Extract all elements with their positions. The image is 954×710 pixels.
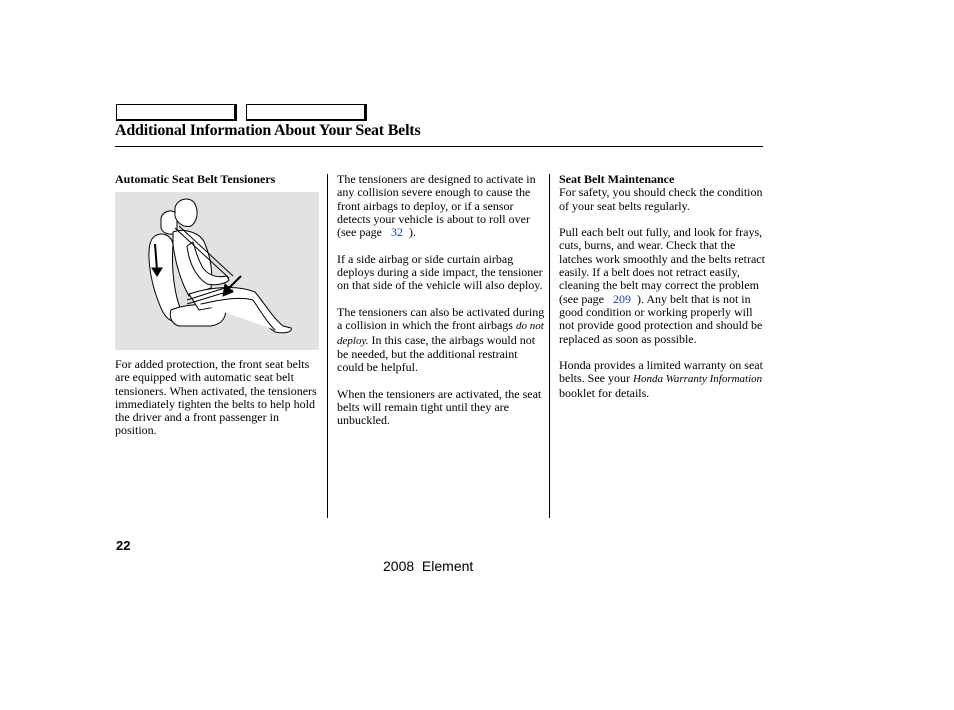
- inspection-text-post: ). Any belt that is not in good condition or working properly will not provide good protection and should be replaced as soon as possible.: [559, 291, 763, 346]
- tensioner-activation-paragraph: [337, 173, 547, 239]
- inspection-text-pre: Pull each belt out fully, and look for frays, cuts, burns, and wear. Check that the latches work smoothly and the belts retract easily. If a belt does not retract easily, cleaning the belt may correct the problem (see page: [559, 225, 765, 306]
- restraint-paragraph: [337, 306, 547, 374]
- page-title: Additional Information About Your Seat Belts: [115, 122, 421, 139]
- warranty-paragraph: [559, 359, 769, 400]
- nav-tab-1[interactable]: [116, 104, 237, 121]
- paren-close: ).: [408, 225, 416, 240]
- restraint-text-post: In this case, the airbags would not be needed, but the additional restraint could be helpful.: [337, 332, 536, 375]
- section-heading-tensioners: Automatic Seat Belt Tensioners: [115, 172, 276, 186]
- restraint-text-pre: The tensioners can also be activated during a collision in which the front airbags: [337, 304, 545, 333]
- footer-model: 2008 Element: [383, 558, 474, 574]
- column-divider: [327, 174, 328, 518]
- tensioner-intro-paragraph: For added protection, the front seat belts are equipped with automatic seat belt tensioners. When activated, the tensioners immediately tighten the belts to help hold the driver and a front passenger in position.: [115, 357, 317, 438]
- tensioner-activation-text: The tensioners are designed to activate in any collision severe enough to cause the front airbags to deploy, or if a sensor detects your vehicle is about to roll over (see page: [337, 172, 536, 240]
- page-link-209[interactable]: 209: [612, 291, 631, 306]
- column-divider: [549, 174, 550, 518]
- section-heading-maintenance: Seat Belt Maintenance: [559, 172, 675, 186]
- warranty-text-post: booklet for details.: [559, 385, 650, 400]
- seat-belt-tensioner-illustration: [115, 192, 319, 350]
- warranty-text-pre: Honda provides a limited warranty on seat belts. See your: [559, 358, 763, 386]
- column-1: [115, 173, 320, 186]
- page-link-32[interactable]: 32: [390, 225, 403, 240]
- restraint-italic: do not deploy.: [337, 320, 544, 347]
- nav-tab-2[interactable]: [246, 104, 367, 121]
- side-airbag-paragraph: If a side airbag or side curtain airbag deploys during a side impact, the tensioner on that side of the vehicle will also deploy.: [337, 251, 543, 293]
- unbuckled-paragraph: When the tensioners are activated, the seat belts will remain tight until they are unbuckled.: [337, 386, 542, 428]
- maintenance-intro-paragraph: For safety, you should check the condition of your seat belts regularly.: [559, 185, 763, 213]
- seated-passenger-drawing: [115, 192, 319, 350]
- page-number: 22: [116, 538, 131, 553]
- column-2: [337, 173, 547, 441]
- inspection-paragraph: [559, 226, 769, 346]
- column-3: [559, 173, 769, 413]
- title-rule: [115, 146, 763, 147]
- column-1-body: [115, 358, 320, 451]
- warranty-italic: Honda Warranty Information: [633, 373, 763, 386]
